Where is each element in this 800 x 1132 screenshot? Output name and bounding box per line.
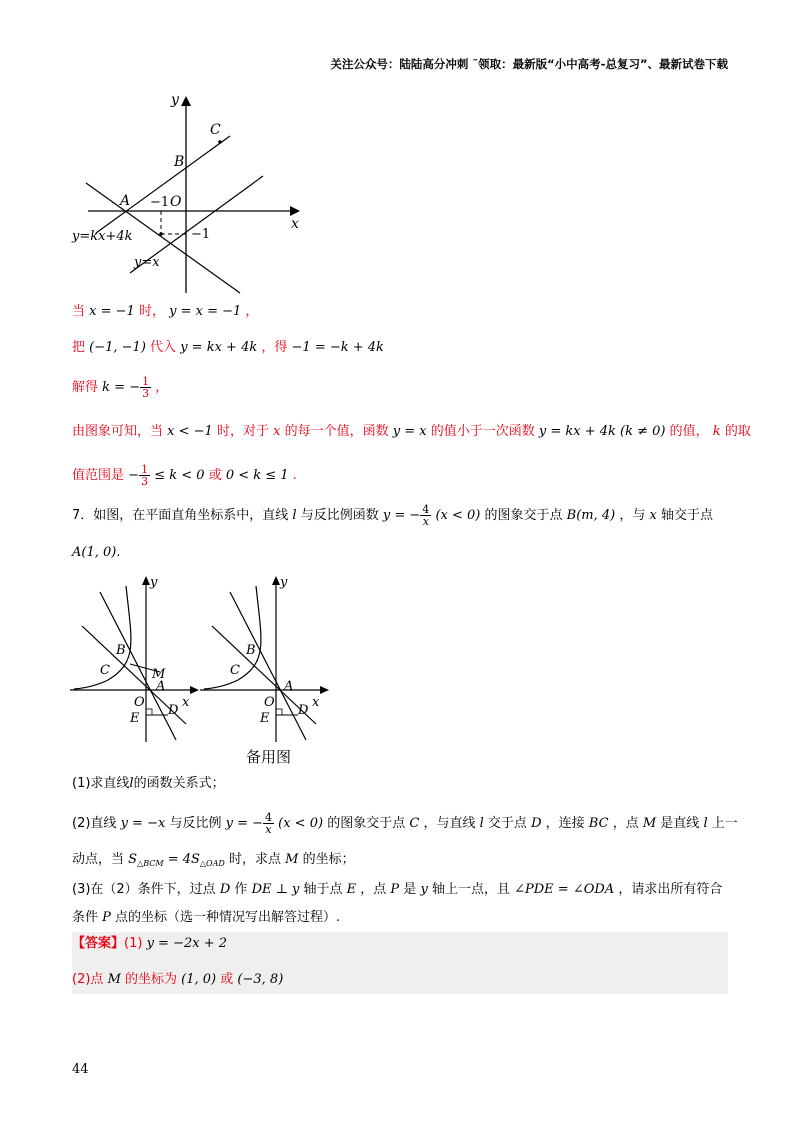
y-axis-arrow <box>181 96 191 106</box>
text: 轴上一点，且 <box>431 882 510 897</box>
text: ，点 <box>612 816 639 831</box>
math: x <box>649 508 657 523</box>
label-x: x <box>182 695 190 710</box>
label-C: C <box>210 122 221 138</box>
math: (−3, 8) <box>237 972 284 987</box>
fraction: $\frac{1}{3}$ <box>142 375 150 400</box>
backup-figure-caption: 备用图 <box>246 748 292 766</box>
text: 与反比例函数 <box>300 508 379 523</box>
text: 与反比例 <box>169 816 222 831</box>
page-number: 44 <box>72 1062 89 1077</box>
math: y = kx + 4k <box>180 340 258 355</box>
math: y = x = −1 <box>169 304 242 319</box>
math: D <box>531 816 542 831</box>
text: 的取 <box>724 424 751 439</box>
text: 值范围是 <box>72 468 125 483</box>
fraction: $\frac{1}{3}$ <box>141 463 149 488</box>
answer-line-1 <box>72 934 227 954</box>
text: 的值小于一次函数 <box>430 424 535 439</box>
text: ，连接 <box>545 816 585 831</box>
math: M <box>285 852 299 867</box>
label-A: A <box>120 193 131 209</box>
problem7-figures <box>68 572 338 772</box>
y-axis-arrow <box>142 576 150 585</box>
label-A: A <box>156 679 166 694</box>
math: P <box>390 882 400 897</box>
text: 把 <box>72 340 86 355</box>
text: 的函数关系式； <box>133 776 225 791</box>
label-O: O <box>170 194 182 210</box>
math: $S_{\triangle BCM} = 4S_{\triangle OAD}$ <box>128 852 225 868</box>
text: ，与 <box>619 508 646 523</box>
math: 0 < k ≤ 1 <box>225 468 289 483</box>
math: y = x <box>392 424 427 439</box>
text: 7．如图，在平面直角坐标系中，直线 <box>72 508 289 523</box>
point-intersection <box>159 232 163 236</box>
label-neg1-y: −1 <box>191 227 211 242</box>
math: D <box>219 882 231 897</box>
label-D: D <box>298 703 309 718</box>
math: y <box>420 882 428 897</box>
label-line-yx: y=x <box>134 255 160 270</box>
label-neg1-x: −1 <box>150 195 170 210</box>
text: 点的坐标（选一种情况写出解答过程）. <box>115 910 341 925</box>
text: 时，求点 <box>228 852 281 867</box>
solution-line-4 <box>72 422 751 442</box>
right-angle-mark <box>276 709 282 715</box>
point-C <box>218 140 222 144</box>
y-axis-arrow <box>272 576 280 585</box>
label-B: B <box>174 154 185 170</box>
solution-line-3 <box>72 376 168 399</box>
math: x = −1 <box>89 304 135 319</box>
label-O: O <box>264 695 275 710</box>
math: y = − <box>382 508 421 523</box>
math: x < −1 <box>167 424 213 439</box>
math: A(1, 0) <box>72 545 117 560</box>
math: k <box>712 424 721 439</box>
label-x: x <box>312 695 320 710</box>
math: (1, 0) <box>181 972 217 987</box>
text: 的每一个值，函数 <box>284 424 389 439</box>
text: . <box>116 545 121 560</box>
text: 当 <box>72 304 86 319</box>
figure-backup <box>200 575 329 766</box>
x-axis-arrow <box>290 206 300 216</box>
problem7-intro-line2 <box>72 543 120 563</box>
text: (2)点 <box>72 972 104 987</box>
math: M <box>642 816 657 831</box>
math: E <box>346 882 357 897</box>
label-C: C <box>100 663 110 678</box>
label-B: B <box>116 643 126 658</box>
math: k = − <box>102 380 141 395</box>
x-axis-arrow <box>190 686 199 694</box>
math: B(m, 4) <box>566 508 616 523</box>
answer-line-2 <box>72 970 283 990</box>
math: ≤ k < 0 <box>154 468 205 483</box>
math: y = kx + 4k (k ≠ 0) <box>538 424 666 439</box>
solution-line-1 <box>72 302 258 322</box>
math: −1 = −k + 4k <box>291 340 384 355</box>
math: y = −2x + 2 <box>146 936 228 951</box>
label-y: y <box>171 92 179 108</box>
text: (3)在（2）条件下，过点 <box>72 882 216 897</box>
text: (2)直线 <box>72 816 117 831</box>
fraction: $\frac{4}{x}$ <box>265 811 272 836</box>
text: 的坐标为 <box>125 972 178 987</box>
text: 或 <box>208 468 222 483</box>
answer-label: 【答案】 <box>72 936 125 951</box>
label-A: A <box>284 679 294 694</box>
text: 动点，当 <box>72 852 125 867</box>
label-E: E <box>130 711 140 726</box>
text: 作 <box>234 882 248 897</box>
math: x <box>273 424 281 439</box>
text: ，请求出所有符合 <box>618 882 723 897</box>
text: 时，对于 <box>216 424 269 439</box>
math: (x < 0) <box>278 816 324 831</box>
graph-figure-1 <box>68 88 308 298</box>
math: ∠PDE = ∠ODA <box>514 882 615 897</box>
label-B: B <box>246 643 256 658</box>
label-C: C <box>230 663 240 678</box>
text: 时， <box>138 304 165 319</box>
text: 的坐标； <box>302 852 355 867</box>
question-2 <box>72 812 738 835</box>
text: 上一 <box>711 816 738 831</box>
text: ， <box>155 380 169 395</box>
solution-line-5 <box>72 464 297 487</box>
math: DE ⊥ y <box>251 882 300 897</box>
label-M: M <box>152 667 166 682</box>
text: 交于点 <box>487 816 527 831</box>
math: l <box>292 508 297 523</box>
problem7-intro <box>72 504 713 527</box>
text: 代入 <box>150 340 177 355</box>
label-E: E <box>260 711 270 726</box>
math: − <box>128 468 140 483</box>
label-y: y <box>150 575 158 590</box>
math: (x < 0) <box>435 508 481 523</box>
question-3 <box>72 880 722 900</box>
text: ，点 <box>360 882 387 897</box>
text: 的图象交于点 <box>484 508 563 523</box>
text: 条件 <box>72 910 99 925</box>
math: y = −x <box>120 816 166 831</box>
text: 由图象可知，当 <box>72 424 164 439</box>
question-1 <box>72 774 225 794</box>
math: y = − <box>225 816 263 831</box>
text: 轴于点 <box>303 882 343 897</box>
text: ， <box>245 304 259 319</box>
text: 是 <box>403 882 417 897</box>
text: 是直线 <box>660 816 700 831</box>
solution-line-2 <box>72 338 384 358</box>
fraction: $\frac{4}{x}$ <box>422 503 430 528</box>
label-line-kx4k: y=kx+4k <box>72 229 133 244</box>
question-2-cont <box>72 850 355 874</box>
math: l <box>479 816 484 831</box>
label-x: x <box>291 216 299 232</box>
label-D: D <box>168 703 179 718</box>
page-header: 关注公众号：陆陆高分冲刺 ˜领取：最新版“小中高考-总复习”、最新试卷下载 <box>330 57 728 71</box>
math: l <box>129 776 134 791</box>
figure-main <box>70 575 199 742</box>
math: M <box>107 972 121 987</box>
text: (1)求直线 <box>72 776 130 791</box>
math: l <box>703 816 708 831</box>
text: 或 <box>220 972 234 987</box>
text: 轴交于点 <box>660 508 713 523</box>
x-axis-arrow <box>320 686 329 694</box>
text: ，得 <box>261 340 288 355</box>
text: (1) <box>124 936 143 951</box>
math: P <box>102 910 111 925</box>
text: 的值， <box>669 424 709 439</box>
label-y: y <box>280 575 288 590</box>
text: 的图象交于点 <box>327 816 406 831</box>
line-through-abc <box>96 136 230 233</box>
right-angle-mark <box>146 709 152 715</box>
math: C <box>409 816 420 831</box>
label-O: O <box>134 695 145 710</box>
text: . <box>292 468 297 483</box>
math: (−1, −1) <box>89 340 146 355</box>
math: BC <box>588 816 609 831</box>
text: ，与直线 <box>423 816 476 831</box>
question-3-cont <box>72 908 340 928</box>
text: 解得 <box>72 380 99 395</box>
